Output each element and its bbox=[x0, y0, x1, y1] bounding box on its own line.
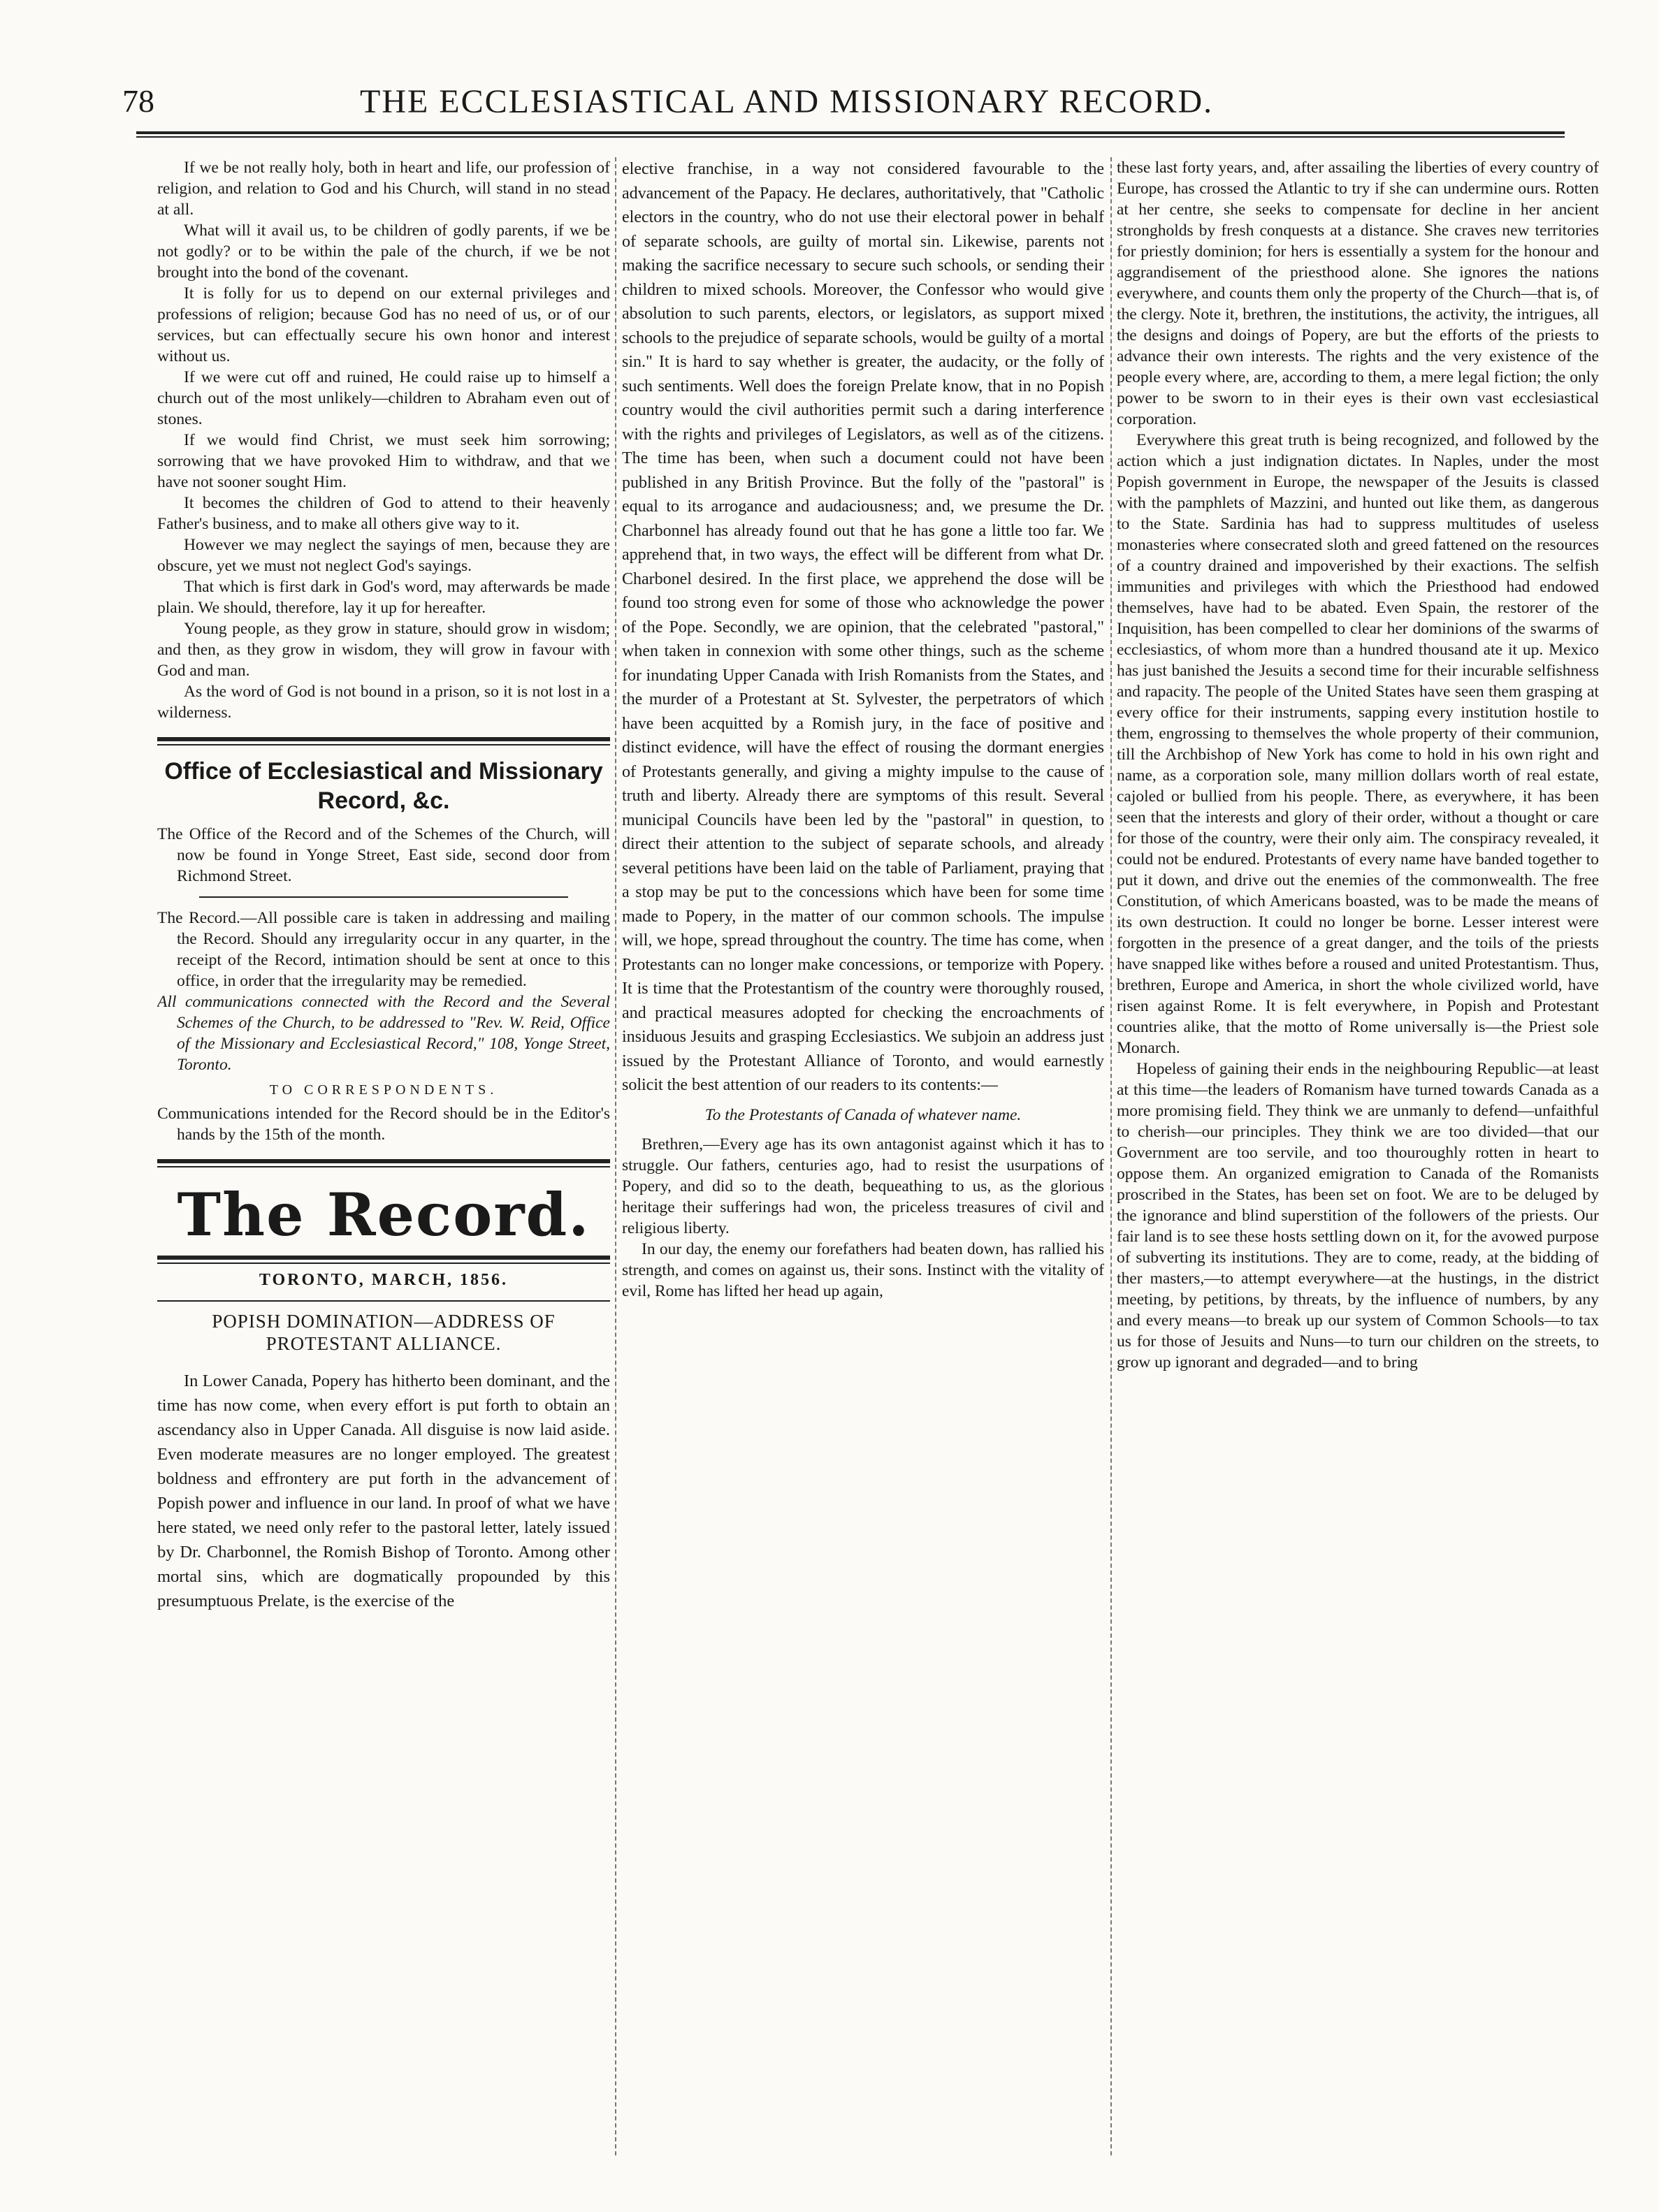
paragraph: In our day, the enemy our forefathers had beaten down, has rallied his strength, and comes on against us, their sons. Instinct with the vitality of evil, Rome has lifted her head up again, bbox=[622, 1239, 1104, 1300]
dateline-rule bbox=[157, 1300, 610, 1302]
paragraph: elective franchise, in a way not considered favourable to the advancement of the Papacy. He declares, authoritatively, that "Catholic electors in the country, who do not use their electoral power in behalf of separate schools, are guilty of mortal sin. Likewise, parents not making the sacrifice necessary to secure such schools, or sending their children to mixed schools. Moreover, the Confessor who would give absolution to such parents, electors, or legislators, as support mixed schools to the prejudice of separate schools, would be guilty of a mortal sin." It is hard to say whether is greater, the audacity, or the folly of such sentiments. Well does the foreign Prelate know, that in no Popish country would the civil authorities permit such a daring interference with the rights and privileges of Legislators, as well as of the citizens. The time has been, when such a document could not have been published in any British Province. But the folly of the "pastoral" is equal to its arrogance and audaciousness; and, we presume the Dr. Charbonnel has already found out that he has gone a little too far. We apprehend that, in two ways, the effect will be different from what Dr. Charbonel desired. In the first place, we apprehend the dose will be found too strong even for some of those who acknowledge the power of the Pope. Secondly, we are opinion, that the celebrated "pastoral," when taken in connexion with some other things, such as the scheme for inundating Upper Canada with Irish Romanists from the States, and the murder of a Protestant at St. Sylvester, the perpetrators of which have been acquitted by a Romish jury, in the face of positive and distinct evidence, will have the effect of rousing the dormant energies of Protestants generally, and giving a mighty impulse to the cause of truth and liberty. Already there are symptoms of this result. Several municipal Councils have been led by the "pastoral" in question, to direct their attention to the subject of separate schools, and already several petitions have been laid on the table of Parliament, praying that a stop may be put to the concessions which have been for some time made to Popery, in the matter of our common schools. The impulse will, we hope, spread throughout the country. The time has come, when Protestants can no longer make concessions, or temporize with Popery. It is time that the Protestantism of the country were thoroughly roused, and practical measures adopted for checking the encroachments of insiduous Jesuits and grasping Ecclesiastics. We subjoin an address just issued by the Protestant Alliance of Toronto, and would earnestly solicit the best attention of our readers to its contents:— bbox=[622, 160, 1104, 1094]
article-title: POPISH DOMINATION—ADDRESS OF PROTESTANT ALLIANCE. bbox=[212, 1311, 556, 1354]
paragraph: However we may neglect the sayings of men, because they are obscure, yet we must not neglect God's sayings. bbox=[157, 536, 610, 575]
masthead-rule bbox=[157, 1256, 610, 1264]
paragraph: If we would find Christ, we must seek him sorrowing; sorrowing that we have provoked Him to withdraw, and that we have not sooner sought Him. bbox=[157, 431, 610, 491]
paragraph: As the word of God is not bound in a prison, so it is not lost in a wilderness. bbox=[157, 683, 610, 722]
record-notice: The Record.—All possible care is taken in addressing and mailing the Record. Should any irregularity occur in any quarter, in the receipt of the Record, intimation should be sent at once to this office, in order that the irregularity may be remedied. bbox=[157, 909, 610, 990]
masthead: The Record. bbox=[177, 1180, 591, 1249]
office-heading: Office of Ecclesiastical and Missionary Record, &c. bbox=[164, 758, 603, 814]
correspondents-notice: Communications intended for the Record should be in the Editor's hands by the 15th of the month. bbox=[157, 1105, 610, 1144]
paragraph: That which is first dark in God's word, may afterwards be made plain. We should, therefore, lay it up for hereafter. bbox=[157, 578, 610, 617]
paragraph: If we be not really holy, both in heart and life, our profession of religion, and relation to God and his Church, will stand in no stead at all. bbox=[157, 159, 610, 219]
column-1 bbox=[157, 157, 610, 2155]
column-3 bbox=[1117, 157, 1599, 2155]
dateline: TORONTO, MARCH, 1856. bbox=[259, 1271, 509, 1289]
correspondents-heading: TO CORRESPONDENTS. bbox=[269, 1082, 498, 1098]
address-heading: To the Protestants of Canada of whatever name. bbox=[704, 1105, 1022, 1124]
running-title: THE ECCLESIASTICAL AND MISSIONARY RECORD. bbox=[360, 83, 1214, 120]
page-number: 78 bbox=[122, 83, 154, 119]
paragraph: If we were cut off and ruined, He could raise up to himself a church out of the most unlikely—children to Abraham even out of stones. bbox=[157, 368, 610, 428]
paragraph: Everywhere this great truth is being recognized, and followed by the action which a just indignation dictates. In Naples, under the most Popish government in Europe, the newspaper of the Jesuits is classed with the pamphlets of Mazzini, and hunted out like them, as dangerous to the State. Sardinia has had to suppress multitudes of useless monasteries where consecrated sloth and greed fattened on the resources of a country drained and impoverished by their exactions. The selfish immunities and privileges with which the Priesthood had endowed themselves, have had to be abated. Even Spain, the restorer of the Inquisition, has been compelled to clear her dominions of the swarms of ecclesiastics, of whom more than a hundred thousand ate it up. Mexico has just banished the Jesuits a second time for their incurable selfishness and rapacity. The people of the United States have seen them grasping at every office for their instruments, sapping every institution hostile to them, engrossing to themselves the whole property of their communion, till the Archbishop of New York has come to hold in his own right and name, as a corporation sole, many million dollars worth of real estate, cajoled or bullied from his people. There, as everywhere, it has been seen that the interests and glory of their order, without a thought or care for those of the country, were their only aim. The conspiracy revealed, it could not be endured. Protestants of every name have banded together to put it down, and drive out the enemies of the commonwealth. The free Constitution, of which Americans boasted, was to be made the means of its own destruction. It could no longer be borne. Lesser interest were forgotten in the presence of a great danger, and the toils of the priests have snapped like withes before a roused and united Protestantism. Thus, brethren, Europe and America, in short the whole civilized world, have risen against Rome. It is felt everywhere, in Popish and Protestant countries alike, that the motto of Rome universally is—the Priest sole Monarch. bbox=[1117, 431, 1599, 1057]
paragraph: Brethren,—Every age has its own antagonist against which it has to struggle. Our fathers, centuries ago, had to resist the usurpations of Popery, and did so to the death, bequeathing to us, as the glorious heritage their sufferings had won, the priceless treasures of civil and religious liberty. bbox=[622, 1135, 1104, 1237]
page-header bbox=[122, 82, 1565, 131]
paragraph: What will it avail us, to be children of godly parents, if we be not godly? or to be within the pale of the church, if we be not brought into the bond of the covenant. bbox=[157, 221, 610, 282]
section-rule bbox=[157, 737, 610, 745]
paragraph: these last forty years, and, after assailing the liberties of every country of Europe, has crossed the Atlantic to try if she can undermine ours. Rotten at her centre, she seeks to compensate for decline in her ancient strongholds by fresh conquests at a distance. She craves new territories for priestly dominion; for hers is essentially a system for the honour and aggrandisement of the priesthood alone. She ignores the nations everywhere, and counts them only the property of the Church—that is, of the clergy. Note it, brethren, the institutions, the activity, the intrigues, all the designs and doings of Popery, are but the efforts of the priests to advance their own interests. The rights and the very existence of the people every where, are, according to them, a mere legal fiction; the only power to be sworn to in their eyes is their own vast ecclesiastical corporation. bbox=[1117, 159, 1599, 428]
divider-rule bbox=[199, 896, 568, 898]
paragraph: It becomes the children of God to attend to their heavenly Father's business, and to make all others give way to it. bbox=[157, 494, 610, 533]
column-divider-1 bbox=[615, 157, 616, 2155]
column-divider-2 bbox=[1110, 157, 1112, 2155]
column-2 bbox=[622, 157, 1104, 2155]
paragraph: It is folly for us to depend on our external privileges and professions of religion; because God has no need of us, or of our services, but can effectually secure his own honor and interest without us. bbox=[157, 284, 610, 365]
paragraph: Hopeless of gaining their ends in the neighbouring Republic—at least at this time—the leaders of Romanism have turned towards Canada as a more promising field. They think we are unmanly to defend—unfaithful to cherish—our principles. They think we are too divided—that our Government are too servile, and too thouroughly rotten in heart to oppose them. An organized emigration to Canada of the Romanists proscribed in the States, has been set on foot. We are to be deluged by the ignorance and blind superstition of the followers of the priests. Our fair land is to see these hosts settling down on it, for the avowed purpose of subverting its institutions. They are to come, ready, at the bidding of ther masters,—to attempt everywhere—at the hustings, in the district meeting, by petitions, by threats, by the influence of numbers, by any and every means—to break up our system of Common Schools—to tax us for those of Jesuits and Nuns—to turn our children on the streets, to grow up ignorant and degraded—and to bring bbox=[1117, 1060, 1599, 1371]
paragraph: Young people, as they grow in stature, should grow in wisdom; and then, as they grow in wisdom, they will grow in favour with God and man. bbox=[157, 620, 610, 680]
office-notice: The Office of the Record and of the Schemes of the Church, will now be found in Yonge Street, East side, second door from Richmond Street. bbox=[157, 825, 610, 885]
header-rule bbox=[136, 131, 1565, 138]
section-rule bbox=[157, 1159, 610, 1167]
communications-notice: All communications connected with the Record and the Several Schemes of the Church, to be addressed to "Rev. W. Reid, Office of the Missionary and Ecclesiastical Record," 108, Yonge Street, Toronto. bbox=[157, 993, 610, 1074]
article-paragraph: In Lower Canada, Popery has hitherto been dominant, and the time has now come, when every effort is put forth to obtain an ascendancy also in Upper Canada. All disguise is now laid aside. Even moderate measures are no longer employed. The greatest boldness and effrontery are put forth in the advancement of Popish power and influence in our land. In proof of what we have here stated, we need only refer to the pastoral letter, lately issued by Dr. Charbonnel, the Romish Bishop of Toronto. Among other mortal sins, which are dogmatically propounded by this presumptuous Prelate, is the exercise of the bbox=[157, 1371, 610, 1610]
